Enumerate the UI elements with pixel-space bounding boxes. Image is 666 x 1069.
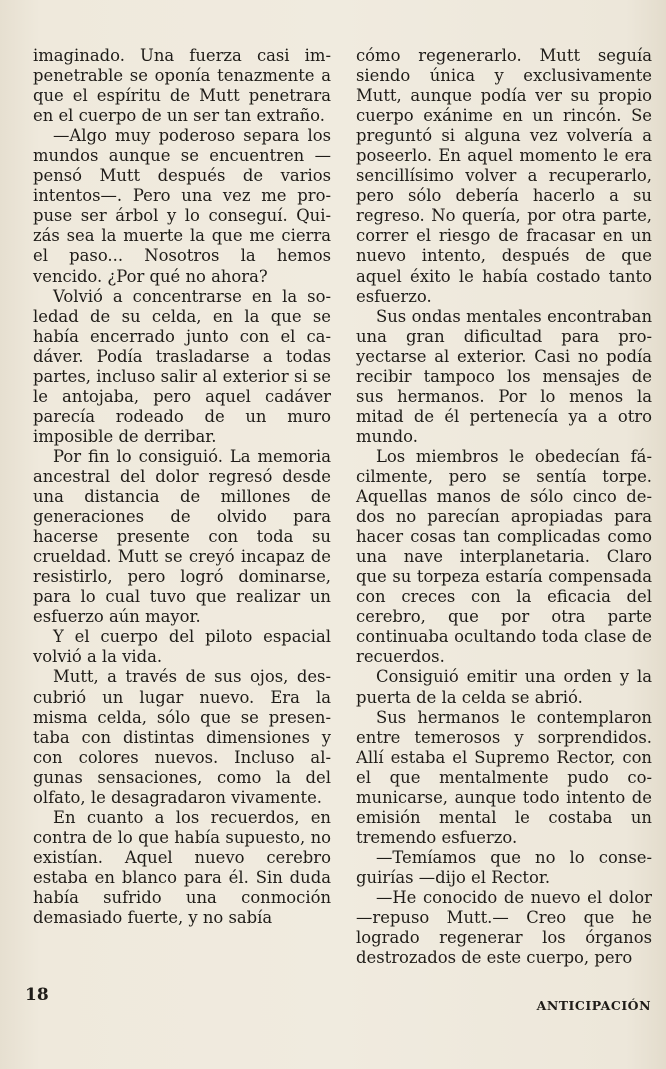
paragraph: Por fin lo consiguió. La memoria ancestral del dolor regresó desde una distancia de millones de generaciones de olvido para hacerse presente con toda su crueldad. Mutt se creyó incapaz de resistirlo, pero logró dominarse, para lo cual tuvo que realizar un esfuerzo aún mayor. <box>33 446 331 627</box>
paragraph: —He conocido de nuevo el dolor —repuso Mutt.— Creo que he logrado regenerar los órganos destrozados de este cuerpo, pero <box>356 887 652 968</box>
page-number: 18 <box>25 985 49 1005</box>
paragraph: cómo regenerarlo. Mutt seguía siendo única y exclusivamente Mutt, aunque podía ver su propio cuerpo exánime en un rincón. Se preguntó si alguna vez volvería a poseerlo. En aquel momento le era sencillísimo volver a recuperarlo, pero sólo debería hacerlo a su regreso. No quería, por otra parte, correr el riesgo de fracasar en un nuevo intento, después de que aquel éxito le había costado tanto esfuerzo. <box>356 46 652 306</box>
paragraph: Los miembros le obedecían fácilmente, pero se sentía torpe. Aquellas manos de sólo cinco dedos no parecían apropiadas para hacer cosas tan complicadas como una nave interplanetaria. Claro que su torpeza estaría compensada con creces con la eficacia del cerebro, que por otra parte continuaba ocultando toda clase de recuerdos. <box>356 446 652 667</box>
paragraph: Y el cuerpo del piloto espacial volvió a la vida. <box>33 627 331 667</box>
paragraph: Consiguió emitir una orden y la puerta de la celda se abrió. <box>356 667 652 707</box>
running-footer: ANTICIPACIÓN <box>536 998 651 1013</box>
right-text-column <box>356 46 652 968</box>
paragraph: Sus ondas mentales encontraban una gran dificultad para proyectarse al exterior. Casi no podía recibir tampoco los mensajes de sus hermanos. Por lo menos la mitad de él pertenecía ya a otro mundo. <box>356 306 652 446</box>
paragraph: imaginado. Una fuerza casi impenetrable se oponía tenazmente a que el espíritu de Mutt penetrara en el cuerpo de un ser tan extraño. <box>33 46 331 126</box>
left-text-column <box>33 46 331 928</box>
paragraph: —Temíamos que no lo conseguirías —dijo el Rector. <box>356 847 652 887</box>
paragraph: Sus hermanos le contemplaron entre temerosos y sorprendidos. Allí estaba el Supremo Rector, con el que mentalmente pudo comunicarse, aunque todo intento de emisión mental le costaba un tremendo esfuerzo. <box>356 707 652 847</box>
paragraph: Volvió a concentrarse en la soledad de su celda, en la que se había encerrado junto con el cadáver. Podía trasladarse a todas partes, incluso salir al exterior si se le antojaba, pero aquel cadáver parecía rodeado de un muro imposible de derribar. <box>33 286 331 446</box>
paragraph: Mutt, a través de sus ojos, descubrió un lugar nuevo. Era la misma celda, sólo que se presentaba con distintas dimensiones y con colores nuevos. Incluso algunas sensaciones, como la del olfato, le desagradaron vivamente. <box>33 667 331 807</box>
paragraph: —Algo muy poderoso separa los mundos aunque se encuentren —pensó Mutt después de varios intentos—. Pero una vez me propuse ser árbol y lo conseguí. Quizás sea la muerte la que me cierra el paso... Nosotros la hemos vencido. ¿Por qué no ahora? <box>33 126 331 286</box>
paragraph: En cuanto a los recuerdos, en contra de lo que había supuesto, no existían. Aquel nuevo cerebro estaba en blanco para él. Sin duda había sufrido una conmoción demasiado fuerte, y no sabía <box>33 807 331 928</box>
